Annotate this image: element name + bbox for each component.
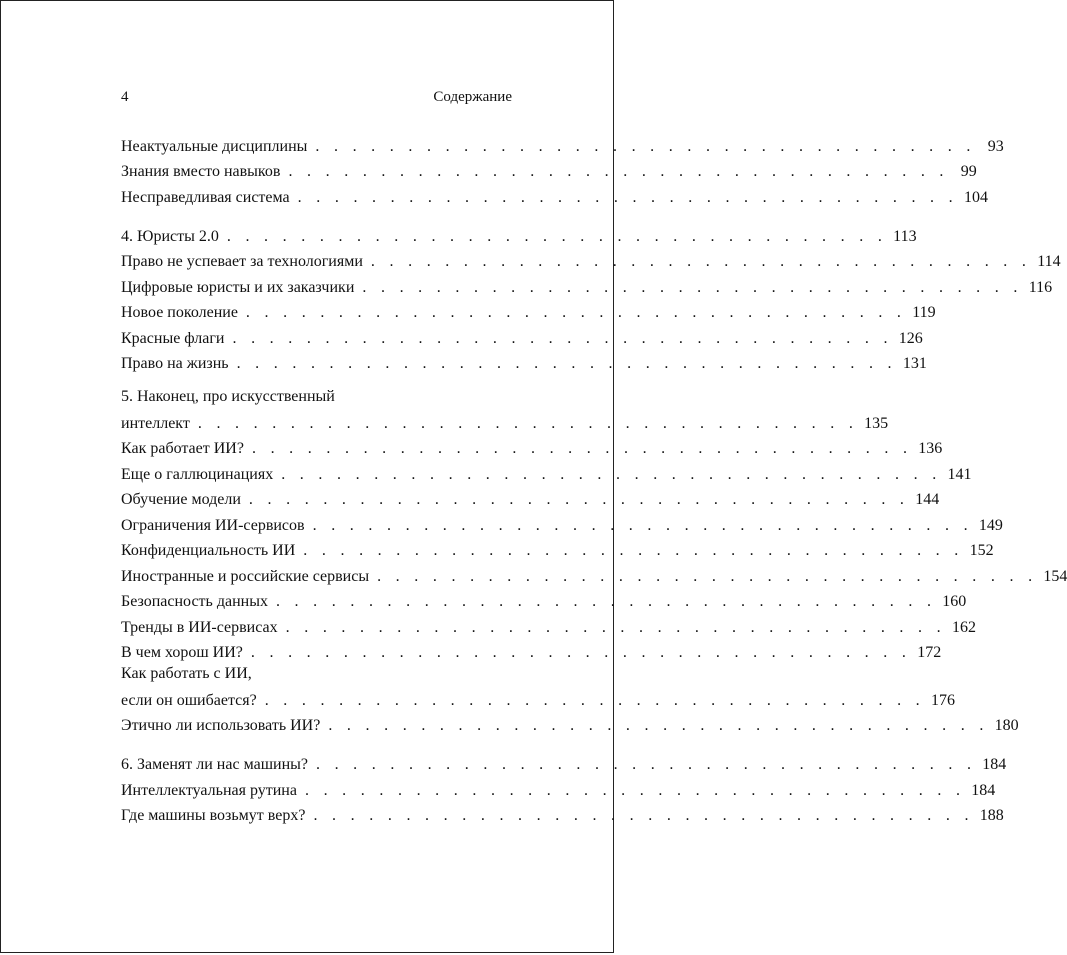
- dot-leader: . . . . . . . . . . . . . . . . . . . . . . . . . . . . . . . . . . . .: [315, 756, 977, 773]
- toc-entry: [121, 349, 927, 375]
- dot-leader: . . . . . . . . . . . . . . . . . . . . . . . . . . . . . . . . . . . .: [226, 227, 888, 245]
- toc-chapter-label-line1: 5. Наконец, про искусственный: [121, 388, 335, 405]
- toc-chapter-label-line2: интеллект: [121, 414, 190, 432]
- toc-entry-label: Конфиденциальность ИИ: [121, 542, 296, 559]
- dot-leader: . . . . . . . . . . . . . . . . . . . . . . . . . . . . . . . . . . . .: [315, 137, 976, 155]
- toc-entry-label: Новое поколение: [121, 304, 238, 321]
- toc-entry: [121, 247, 1061, 273]
- toc-entry-page: 180: [994, 717, 1019, 734]
- toc-entry: [121, 801, 1004, 827]
- toc-entry: [121, 298, 936, 324]
- dot-leader: . . . . . . . . . . . . . . . . . . . . . . . . . . . . . . . . . . . .: [370, 253, 1032, 270]
- dot-leader: . . . . . . . . . . . . . . . . . . . . . . . . . . . . . . . . . . . .: [197, 414, 859, 432]
- toc-entry: [121, 434, 943, 460]
- toc-entry: [121, 663, 955, 711]
- dot-leader: . . . . . . . . . . . . . . . . . . . . . . . . . . . . . . . . . . . .: [232, 329, 893, 347]
- toc-entry-label: Красные флаги: [121, 329, 225, 347]
- dot-leader: . . . . . . . . . . . . . . . . . . . . . . . . . . . . . . . . . . . .: [285, 618, 946, 636]
- dot-leader: . . . . . . . . . . . . . . . . . . . . . . . . . . . . . . . . . . . .: [328, 717, 989, 734]
- dot-leader: . . . . . . . . . . . . . . . . . . . . . . . . . . . . . . . . . . . .: [297, 188, 958, 206]
- toc-entry-label: В чем хорош ИИ?: [121, 644, 243, 661]
- dot-leader: . . . . . . . . . . . . . . . . . . . . . . . . . . . . . . . . . . . .: [313, 807, 974, 824]
- toc-entry-label: Интеллектуальная рутина: [121, 781, 297, 799]
- toc-entry: [121, 612, 976, 638]
- toc-entry-page: 160: [942, 593, 967, 610]
- toc-chapter-label: 4. Юристы 2.0: [121, 227, 219, 245]
- toc-entry-label: Тренды в ИИ-сервисах: [121, 618, 278, 636]
- toc-entry-page: 126: [898, 329, 923, 347]
- toc-entry: [121, 510, 1003, 536]
- dot-leader: . . . . . . . . . . . . . . . . . . . . . . . . . . . . . . . . . . . .: [281, 465, 942, 483]
- toc-entry: [121, 182, 988, 208]
- toc-entry-page: 184: [971, 781, 996, 799]
- toc-entry: [121, 536, 994, 562]
- toc-entry-label: Иностранные и российские сервисы: [121, 567, 370, 585]
- toc-entry-page: 154: [1043, 567, 1067, 585]
- toc-chapter-page: 184: [982, 756, 1007, 773]
- toc-chapter-line2: [121, 408, 889, 434]
- toc-entry-page: 136: [918, 440, 943, 457]
- page-number: 4: [121, 89, 129, 105]
- toc-entry-page: 93: [987, 137, 1004, 155]
- toc-entry-label: Неактуальные дисциплины: [121, 137, 308, 155]
- toc-chapter-entry: [121, 748, 1007, 775]
- toc-entry-label: Право на жизнь: [121, 355, 229, 372]
- toc-entry-page: 141: [947, 465, 972, 483]
- toc-chapter-entry: [121, 220, 917, 247]
- toc-entry-label: Знания вместо навыков: [121, 163, 281, 180]
- dot-leader: . . . . . . . . . . . . . . . . . . . . . . . . . . . . . . . . . . . .: [250, 644, 912, 661]
- dot-leader: . . . . . . . . . . . . . . . . . . . . . . . . . . . . . . . . . . . .: [236, 355, 897, 372]
- toc-entry-label: Право не успевает за технологиями: [121, 253, 363, 270]
- toc-entry-label: Безопасность данных: [121, 593, 268, 610]
- toc-entry-label: Как работает ИИ?: [121, 440, 244, 457]
- toc-entry-label: Ограничения ИИ-сервисов: [121, 516, 305, 534]
- toc-entry: [121, 131, 1004, 157]
- toc-entry: [121, 587, 967, 613]
- toc-chapter-label: 6. Заменят ли нас машины?: [121, 756, 308, 773]
- toc-entry-label-line1: Как работать с ИИ,: [121, 665, 252, 682]
- toc-entry: [121, 157, 977, 183]
- toc-entry-page: 188: [979, 807, 1004, 824]
- toc-entry-label: Обучение модели: [121, 491, 241, 508]
- table-of-contents: [121, 131, 1067, 826]
- dot-leader: . . . . . . . . . . . . . . . . . . . . . . . . . . . . . . . . . . . .: [245, 304, 907, 321]
- toc-chapter-entry: [121, 386, 889, 434]
- toc-entry-page: 116: [1028, 278, 1053, 296]
- toc-entry-label: Несправедливая система: [121, 188, 290, 206]
- dot-leader: . . . . . . . . . . . . . . . . . . . . . . . . . . . . . . . . . . . .: [362, 278, 1023, 296]
- dot-leader: . . . . . . . . . . . . . . . . . . . . . . . . . . . . . . . . . . . .: [251, 440, 913, 457]
- toc-entry-page: 176: [931, 691, 955, 709]
- toc-entry-label: Еще о галлюцинациях: [121, 465, 274, 483]
- toc-entry-page: 99: [960, 163, 977, 180]
- dot-leader: . . . . . . . . . . . . . . . . . . . . . . . . . . . . . . . . . . . .: [377, 567, 1038, 585]
- toc-chapter-page: 113: [893, 227, 917, 245]
- toc-entry-page: 144: [915, 491, 940, 508]
- toc-entry-page: 152: [969, 542, 994, 559]
- toc-entry-line2: [121, 685, 955, 711]
- dot-leader: . . . . . . . . . . . . . . . . . . . . . . . . . . . . . . . . . . . .: [288, 163, 949, 180]
- dot-leader: . . . . . . . . . . . . . . . . . . . . . . . . . . . . . . . . . . . .: [312, 516, 973, 534]
- toc-entry: [121, 775, 996, 801]
- toc-entry-label-line2: если он ошибается?: [121, 691, 257, 709]
- toc-entry-page: 162: [951, 618, 976, 636]
- toc-entry: [121, 459, 972, 485]
- toc-entry-page: 172: [917, 644, 942, 661]
- toc-entry-page: 149: [978, 516, 1003, 534]
- toc-entry-label: Цифровые юристы и их заказчики: [121, 278, 355, 296]
- dot-leader: . . . . . . . . . . . . . . . . . . . . . . . . . . . . . . . . . . . .: [303, 542, 964, 559]
- toc-entry: [121, 485, 940, 511]
- toc-entry-page: 104: [963, 188, 988, 206]
- toc-entry-page: 119: [912, 304, 936, 321]
- toc-chapter-page: 135: [864, 414, 889, 432]
- dot-leader: . . . . . . . . . . . . . . . . . . . . . . . . . . . . . . . . . . . .: [304, 781, 966, 799]
- toc-entry: [121, 272, 1053, 298]
- dot-leader: . . . . . . . . . . . . . . . . . . . . . . . . . . . . . . . . . . . .: [264, 691, 925, 709]
- toc-entry: [121, 323, 923, 349]
- dot-leader: . . . . . . . . . . . . . . . . . . . . . . . . . . . . . . . . . . . .: [248, 491, 910, 508]
- running-title: Содержание: [433, 89, 512, 105]
- toc-entry-label: Этично ли использовать ИИ?: [121, 717, 321, 734]
- toc-entry: [121, 561, 1067, 587]
- toc-entry-page: 114: [1037, 253, 1061, 270]
- toc-entry-label: Где машины возьмут верх?: [121, 807, 306, 824]
- running-header: [121, 89, 512, 111]
- toc-entry: [121, 638, 942, 664]
- dot-leader: . . . . . . . . . . . . . . . . . . . . . . . . . . . . . . . . . . . .: [275, 593, 937, 610]
- toc-entry-page: 131: [902, 355, 927, 372]
- toc-entry: [121, 711, 1019, 737]
